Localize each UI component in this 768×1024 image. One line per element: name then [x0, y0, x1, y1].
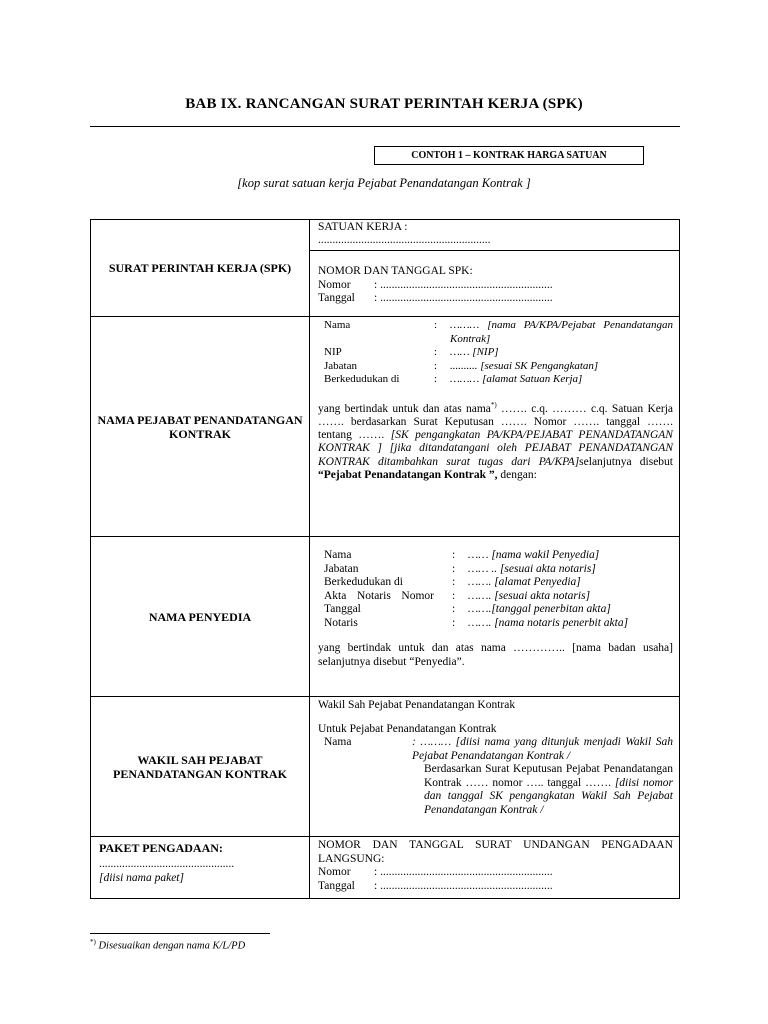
tanggal-value: : ............................................................ [374, 292, 553, 304]
pejabat-field: Jabatan : .......... [sesuai SK Pengangkatan] [324, 359, 599, 372]
document-title: BAB IX. RANCANGAN SURAT PERINTAH KERJA (SPK) [185, 96, 583, 112]
wakil-nama-value: : ……… [diisi nama yang ditunjuk menjadi Wakil Sah Pejabat Penandatangan Kontrak / [412, 736, 673, 762]
penyedia-field: Jabatan : …… .. [sesuai akta notaris] [324, 562, 596, 575]
penyedia-paragraph: yang bertindak untuk dan atas nama ………….. [nama badan usaha] selanjutnya disebut “Penyedia”. [318, 642, 673, 668]
penyedia-fields [318, 549, 673, 630]
pejabat-paragraph: yang bertindak untuk dan atas nama*) ……. c.q. ……… c.q. Satuan Kerja ……. berdasarkan Surat Keputusan ……. Nomor ……. tanggal ……. tentang ……. [SK pengangkatan PA/KPA/PEJABAT PENANDATANGAN KONTRAK ] [jika ditandatangani oleh PEJABAT PENANDATANGAN KONTRAK ditambahkan surat tugas dari PA/KPA]selanjutnya disebut “Pejabat Penandatangan Kontrak ”, dengan: [318, 400, 674, 481]
penyedia-label: NAMA PENYEDIA [91, 537, 310, 697]
spk-row [91, 220, 680, 317]
example-box: CONTOH 1 – KONTRAK HARGA SATUAN [374, 146, 644, 165]
nomor-tanggal-spk-heading: NOMOR DAN TANGGAL SPK: [318, 265, 473, 277]
tanggal-label: Tanggal [318, 292, 355, 304]
pejabat-field: Berkedudukan di : ……… [alamat Satuan Kerja] [324, 373, 583, 385]
pejabat-alias: “Pejabat Penandatangan Kontrak ”, [318, 468, 498, 481]
wakil-nama-label: Nama [324, 736, 352, 748]
undangan-tanggal-value: : ............................................................ [374, 879, 553, 892]
footnote: *) Disesuaikan dengan nama K/L/PD [90, 938, 246, 952]
wakil-row [91, 697, 680, 837]
undangan-nomor-value: : ............................................................ [374, 866, 553, 878]
wakil-dasar: Berdasarkan Surat Keputusan Pejabat Penandatangan Kontrak …… nomor ….. tanggal ……. [diisi nomor dan tanggal SK pengangkatan Wakil Sah Pejabat Penandatangan Kontrak / [424, 763, 673, 816]
pejabat-row [91, 317, 680, 537]
satuan-kerja-label: SATUAN KERJA : [318, 221, 408, 233]
wakil-line2: Untuk Pejabat Penandatangan Kontrak [318, 722, 497, 735]
spk-table [90, 219, 680, 899]
undangan-tanggal-label: Tanggal [318, 879, 355, 892]
spk-label: SURAT PERINTAH KERJA (SPK) [91, 220, 310, 317]
undangan-heading: NOMOR DAN TANGGAL SURAT UNDANGAN PENGADAAN LANGSUNG: [318, 839, 673, 865]
wakil-label: WAKIL SAH PEJABAT PENANDATANGAN KONTRAK [91, 697, 310, 837]
penyedia-cell [310, 537, 680, 697]
penyedia-field: Tanggal : …….[tanggal penerbitan akta] [324, 603, 611, 615]
nomor-label: Nomor [318, 278, 351, 291]
pejabat-label: NAMA PEJABAT PENANDATANGAN KONTRAK [91, 317, 310, 537]
penyedia-field: Notaris : ……. [nama notaris penerbit akta] [324, 616, 629, 629]
pejabat-field: NIP : …… [NIP] [324, 346, 499, 358]
penyedia-field: Akta Notaris Nomor : ……. [sesuai akta notaris] [324, 589, 591, 602]
title-rule [90, 126, 680, 127]
paket-hint: [diisi nama paket] [99, 872, 184, 884]
nomor-tanggal-spk [310, 251, 679, 310]
kop-surat-note: [kop surat satuan kerja Pejabat Penandatangan Kontrak ] [237, 176, 531, 190]
penyedia-field: Berkedudukan di : ……. [alamat Penyedia] [324, 576, 581, 588]
paket-cell [91, 837, 310, 899]
satuan-kerja-cell [310, 220, 679, 251]
pejabat-cell [310, 317, 680, 537]
wakil-cell [310, 697, 680, 837]
penyedia-field: Nama : …… [nama wakil Penyedia] [324, 549, 600, 561]
undangan-cell [310, 837, 680, 899]
pejabat-field: Nama : ……… [nama PA/KPA/Pejabat Penandatangan Kontrak] [324, 319, 673, 345]
paket-dots: ............................................... [99, 858, 235, 870]
undangan-nomor-label: Nomor [318, 866, 351, 878]
nomor-value: : ............................................................ [374, 278, 553, 291]
penyedia-row [91, 537, 680, 697]
satuan-kerja-dots: ............................................................ [318, 234, 491, 246]
footnote-rule [90, 933, 270, 934]
wakil-line1: Wakil Sah Pejabat Penandatangan Kontrak [318, 699, 516, 711]
paket-label: PAKET PENGADAAN: [99, 841, 223, 855]
pejabat-fields [318, 319, 673, 387]
paket-row [91, 837, 680, 899]
